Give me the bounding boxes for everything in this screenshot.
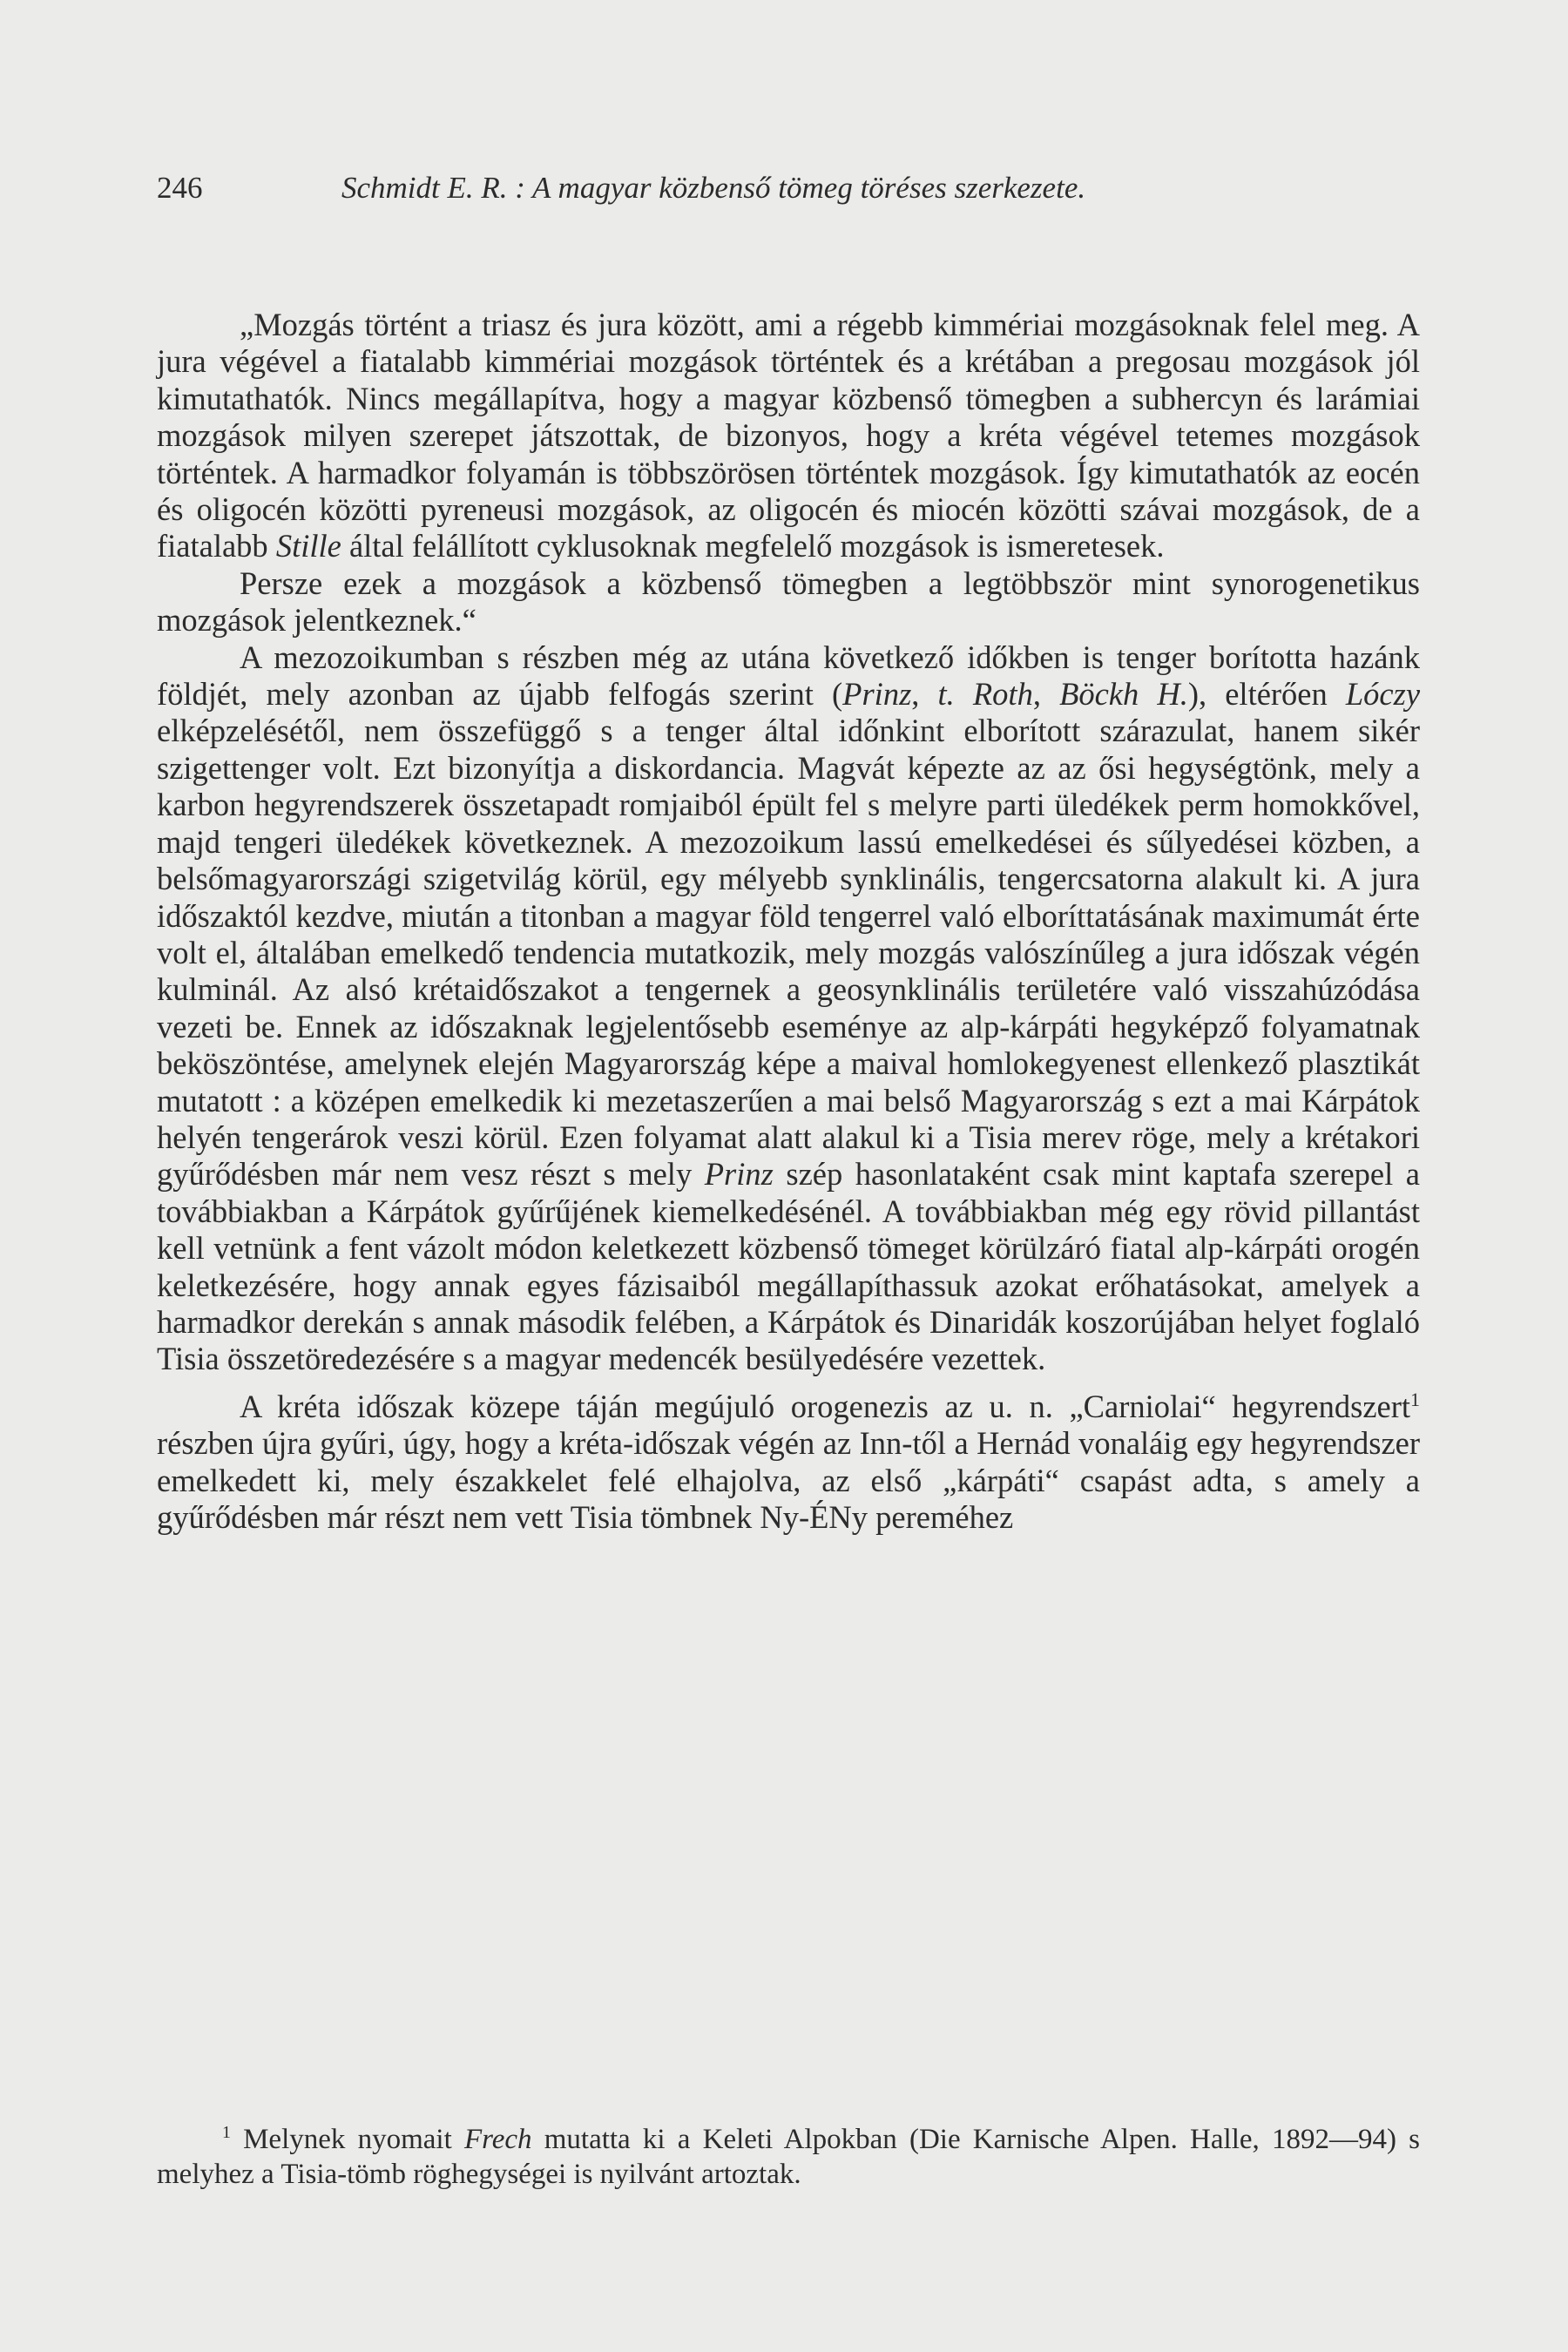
author-name-frech: Frech: [463, 2124, 532, 2155]
separator: ,: [1032, 676, 1060, 713]
footnote: [157, 2122, 1420, 2192]
paragraph-4-text-a: A kréta időszak közepe táján megújuló orogenezis az u. n. „Carniolai“ hegyrendszert: [240, 1388, 1411, 1424]
paragraph-3-text-b: ), eltérően: [1187, 676, 1346, 713]
author-name-stille: Stille: [275, 528, 341, 564]
paragraph-1-text: „Mozgás történt a triasz és jura között, ami a régebb kimmériai mozgásoknak felel meg. A jura végével a fiatalabb kimmériai mozgások történtek és a krétában a pregosau mozgások jól kimutathatók. Nincs megállapítva, hogy a magyar közbenső tömegben a subhercyn és larámiai mozgások milyen szerepet játszottak, de bizonyos, hogy a kréta végével tetemes mozgások történtek. A harmadkor folyamán is többszörösen történtek mozgások. Így kimutathatók az eocén és oligocén közötti pyreneusi mozgások, az oligocén és miocén közötti szávai mozgások, de a fiatalabb: [157, 307, 1420, 564]
author-name-loczy: Lóczy: [1345, 676, 1421, 713]
author-name-prinz-2: Prinz: [704, 1156, 774, 1193]
paragraph-3-text-d: szép hasonlataként csak mint kaptafa szerepel a továbbiakban a Kárpátok gyűrűjének kiemelkedésénél. A továbbiakban még egy rövid pillantást kell vetnünk a fent vázolt módon keletkezett közbenső tömeget körülzáró fiatal alp-kárpáti orogén keletkezésére, hogy annak egyes fázisaiból megállapíthassuk azokat erőhatásokat, amelyek a harmadkor derekán s annak második felében, a Kárpátok és Dinaridák koszorújában helyet foglaló Tisia összetöredezésére s a magyar medencék besülyedésére vezettek.: [157, 1156, 1420, 1377]
footnote-reference: 1: [1410, 1388, 1420, 1410]
paragraph-1-end: által felállított cyklusoknak megfelelő mozgások is ismeretesek.: [341, 528, 1165, 564]
author-name-prinz: Prinz: [842, 676, 912, 713]
paragraph-3-text-a: A mezozoikumban s részben még az utána következő időkben is tenger borította hazánk földjét, mely azonban az újabb felfogás szerint (: [157, 639, 1420, 713]
page-number: 246: [157, 171, 203, 205]
page-header: [157, 171, 1429, 223]
author-name-bockh: Böckh H.: [1059, 676, 1188, 713]
footnote-text-b: mutatta ki a Keleti Alpokban (Die Karnische Alpen. Halle, 1892—94) s melyhez a Tisia-tömb röghegységei is nyilvánt artoztak.: [157, 2124, 1420, 2190]
body-text: [157, 307, 1420, 1536]
footnote-text-a: Melynek nyomait: [230, 2124, 464, 2155]
paragraph-3-text-c: elképzelésétől, nem összefüggő s a tenger által időnkint elborított szárazulat, hanem sikér szigettenger volt. Ezt bizonyítja a diskordancia. Magvát képezte az az ősi hegységtönk, mely a karbon hegyrendszerek összetapadt romjaiból épült fel s melyre parti üledékek perm homokkővel, majd tengeri üledékek következnek. A mezozoikum lassú emelkedései és sűlyedései közben, a belsőmagyarországi szigetvilág körül, egy mélyebb synklinális, tengercsatorna alakult ki. A jura időszaktól kezdve, miután a titonban a magyar föld tengerrel való elboríttatásának maximumát érte volt el, általában emelkedő tendencia mutatkozik, mely mozgás valószínűleg a jura időszak végén kulminál. Az alsó krétaidőszakot a tengernek a geosynklinális területére való visszahúzódása vezeti be. Ennek az időszaknak legjelentősebb eseménye az alp-kárpáti hegyképző folyamatnak beköszöntése, amelynek elején Magyarország képe a maival homlokegyenest ellenkező plasztikát mutatott : a középen emelkedik ki mezetaszerűen a mai belső Magyarország s ezt a mai Kárpátok helyén tengerárok veszi körül. Ezen folyamat alatt alakul ki a Tisia merev röge, mely a krétakori gyűrődésben már nem vesz részt s mely: [157, 713, 1420, 1193]
paragraph-4-text-b: részben újra gyűri, úgy, hogy a kréta-időszak végén az Inn-től a Hernád vonaláig egy hegyrendszer emelkedett ki, mely északkelet felé elhajolva, az első „kárpáti“ csapást adta, s amely a gyűrődésben már részt nem vett Tisia tömbnek Ny-ÉNy pereméhez: [157, 1425, 1420, 1535]
author-name-roth: t. Roth: [937, 676, 1033, 713]
separator: ,: [911, 676, 938, 713]
paragraph-3: [157, 639, 1420, 1378]
paragraph-2: Persze ezek a mozgások a közbenső tömegben a legtöbbször mint synorogenetikus mozgások jelentkeznek.“: [157, 564, 1420, 639]
paragraph-4: [157, 1389, 1420, 1537]
footnote-marker: 1: [222, 2123, 231, 2142]
paragraph-1: [157, 307, 1420, 565]
running-title: Schmidt E. R. : A magyar közbenső tömeg töréses szerkezete.: [341, 171, 1086, 205]
